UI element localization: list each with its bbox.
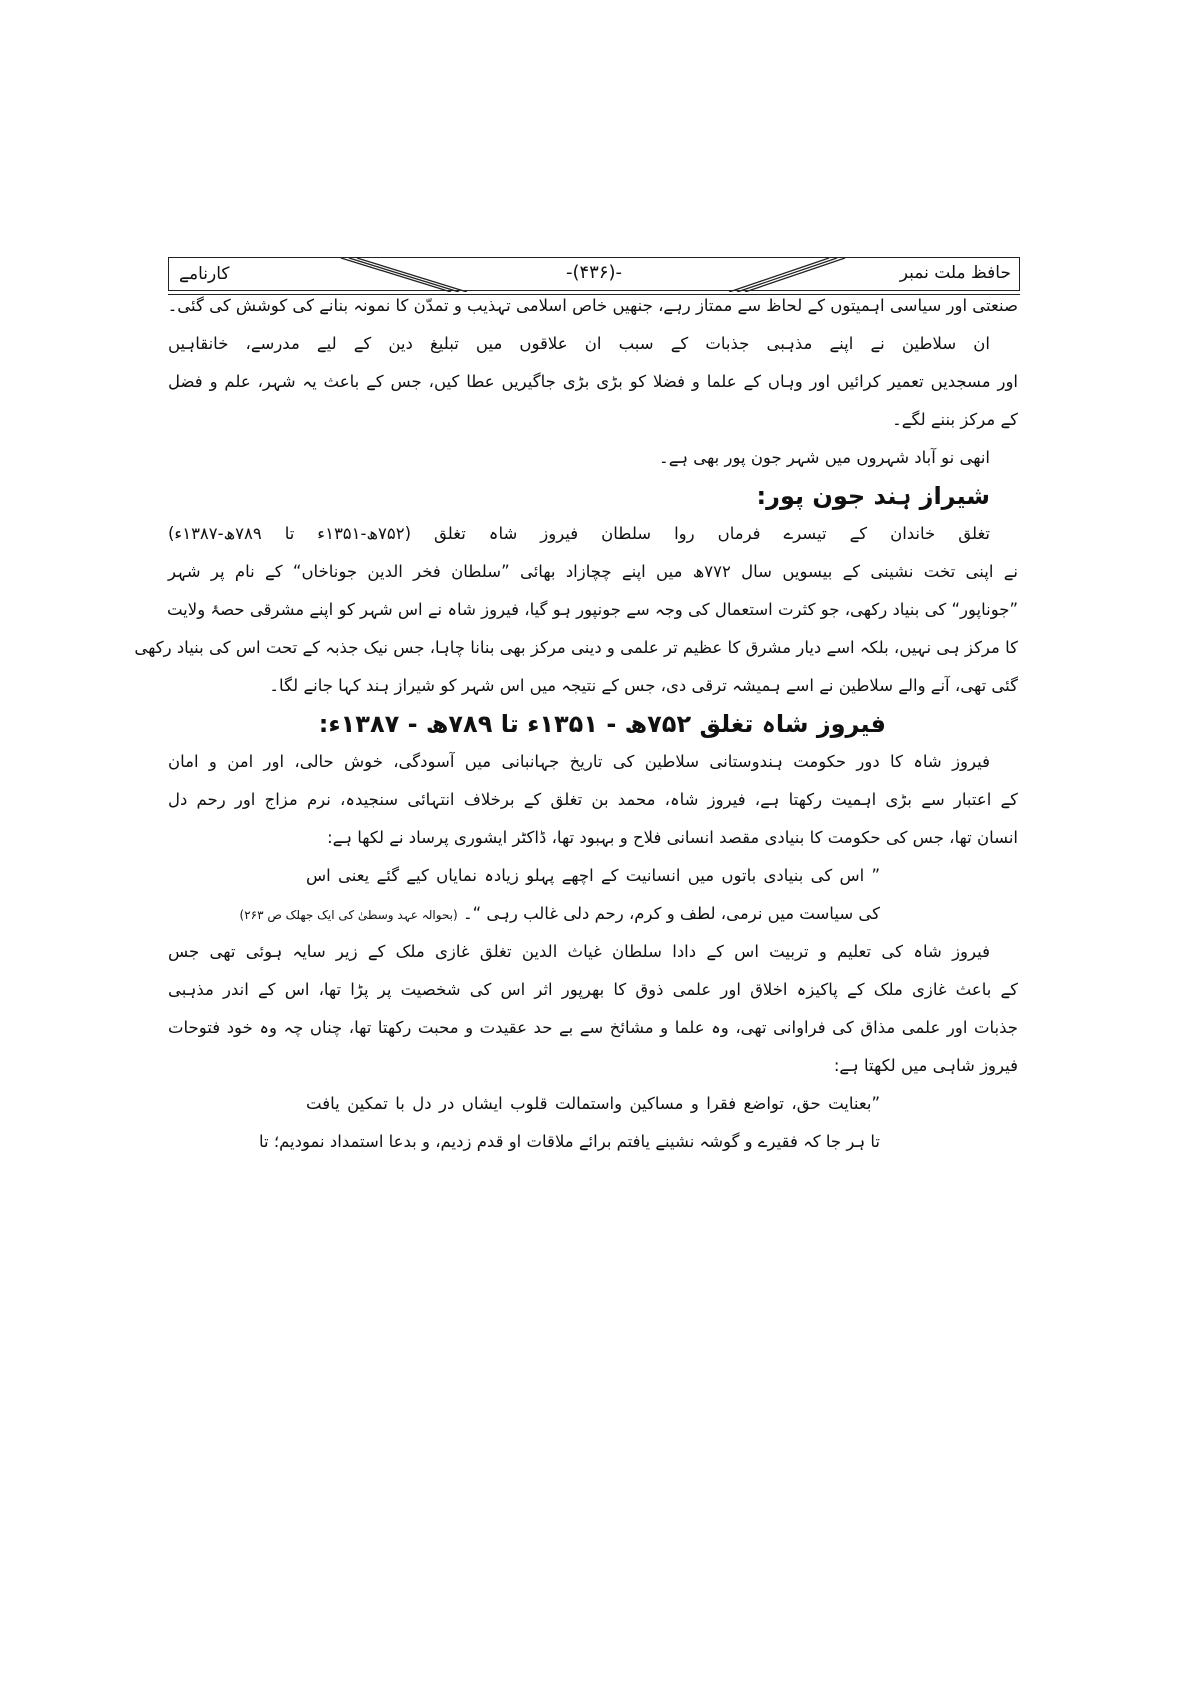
text-line: ان سلاطین نے اپنے مذہبی جذبات کے سبب ان علاقوں میں تبلیغ دین کے لیے مدرسے، خانقاہیں [168, 334, 990, 353]
page-number: -(۴۳۶)- [565, 262, 623, 283]
publication-title: حافظ ملت نمبر [899, 263, 1011, 283]
text-line: فیروز شاہ کا دور حکومت ہندوستانی سلاطین کی تاریخ جہانبانی میں آسودگی، خوش حالی، اور امن و امان [168, 752, 990, 771]
text-line: کے باعث غازی ملک کے پاکیزہ اخلاق اور علمی ذوق کا بھرپور اثر اس کی شخصیت پر پڑا تھا، اس کے اندر مذہبی [168, 980, 1018, 999]
text-line: کے اعتبار سے بڑی اہمیت رکھتا ہے، فیروز شاہ، محمد بن تغلق کے برخلاف انتہائی سنجیدہ، نرم مزاج اور رحم دل [168, 790, 1018, 809]
article-body [134, 287, 1018, 1161]
text-line: ”جوناپور“ کی بنیاد رکھی، جو کثرت استعمال کی وجہ سے جونپور ہو گیا، فیروز شاہ نے اس شہر کو اپنے مشرقی حصۂ ولایت [166, 600, 1018, 619]
text-line: کے مرکز بننے لگے۔ [892, 410, 1018, 429]
citation: (بحوالہ عہد وسطیٰ کی ایک جھلک ص ۲۶۳) [239, 908, 458, 922]
text-line: تغلق خاندان کے تیسرے فرماں روا سلطان فیروز شاہ تغلق (۷۵۲ھ-۱۳۵۱ء تا ۷۸۹ھ-۱۳۸۷ء) [168, 524, 991, 543]
section-heading: فیروز شاہ تغلق ۷۵۲ھ - ۱۳۵۱ء تا ۷۸۹ھ - ۱۳۸۷ء: [318, 710, 886, 738]
quote-line [168, 895, 1018, 933]
text-line: انسان تھا، جس کی حکومت کا بنیادی مقصد انسانی فلاح و بہبود تھا، ڈاکٹر ایشوری پرساد نے لکھا ہے: [327, 828, 1018, 847]
persian-quote-line: ”بعنایت حق، تواضع فقرا و مساکین واستمالت قلوب ایشاں در دل با تمکین یافت [306, 1094, 880, 1113]
text-line: کا مرکز ہی نہیں، بلکہ اسے دیار مشرق کا عظیم تر علمی و دینی مرکز بھی بنانا چاہا، جس نیک جذبہ کے تحت اس کی بنیاد رکھی [134, 638, 1018, 657]
text-line: نے اپنی تخت نشینی کے بیسویں سال ۷۷۲ھ میں اپنے چچازاد بھائی ”سلطان فخر الدین جوناخاں“ کے نام پر شہر [168, 562, 1018, 581]
text-line: گئی تھی، آنے والے سلاطین نے اسے ہمیشہ ترقی دی، جس کے نتیجہ میں اس شہر کو شیراز ہند کہا جانے لگا۔ [269, 676, 1018, 695]
persian-quote-line: تا ہر جا کہ فقیرے و گوشہ نشینے یافتم برائے ملاقات او قدم زدیم، و بدعا استمداد نمودیم؛ تا [258, 1132, 880, 1151]
text-line: جذبات اور علمی مذاق کی فراوانی تھی، وہ علما و مشائخ سے بے حد عقیدت و محبت رکھتا تھا، چناں چہ وہ خود فتوحات [168, 1018, 1018, 1037]
quote-line: ” اس کی بنیادی باتوں میں انسانیت کے اچھے پہلو زیادہ نمایاں کیے گئے یعنی اس [306, 866, 880, 885]
section-heading: شیراز ہند جون پور: [756, 482, 990, 510]
text-line: صنعتی اور سیاسی اہمیتوں کے لحاظ سے ممتاز رہے، جنھیں خاص اسلامی تہذیب و تمدّن کا نمونہ بنانے کی کوشش کی گئی۔ [167, 296, 1018, 315]
text-line: اور مسجدیں تعمیر کرائیں اور وہاں کے علما و فضلا کو بڑی بڑی جاگیریں عطا کیں، جس کے باعث یہ شہر، علم و فضل [168, 372, 1018, 391]
section-label: کارنامے [179, 264, 230, 284]
text-line: فیروز شاہ کی تعلیم و تربیت اس کے دادا سلطان غیاث الدین تغلق غازی ملک کے زیر سایہ ہوئی تھی جس [168, 942, 990, 961]
text-line: انھی نو آباد شہروں میں شہر جون پور بھی ہے۔ [659, 448, 990, 467]
text-line: فیروز شاہی میں لکھتا ہے: [833, 1056, 1018, 1075]
page-header [168, 257, 1020, 291]
quote-text: کی سیاست میں نرمی، لطف و کرم، رحم دلی غالب رہی “۔ [462, 904, 880, 923]
